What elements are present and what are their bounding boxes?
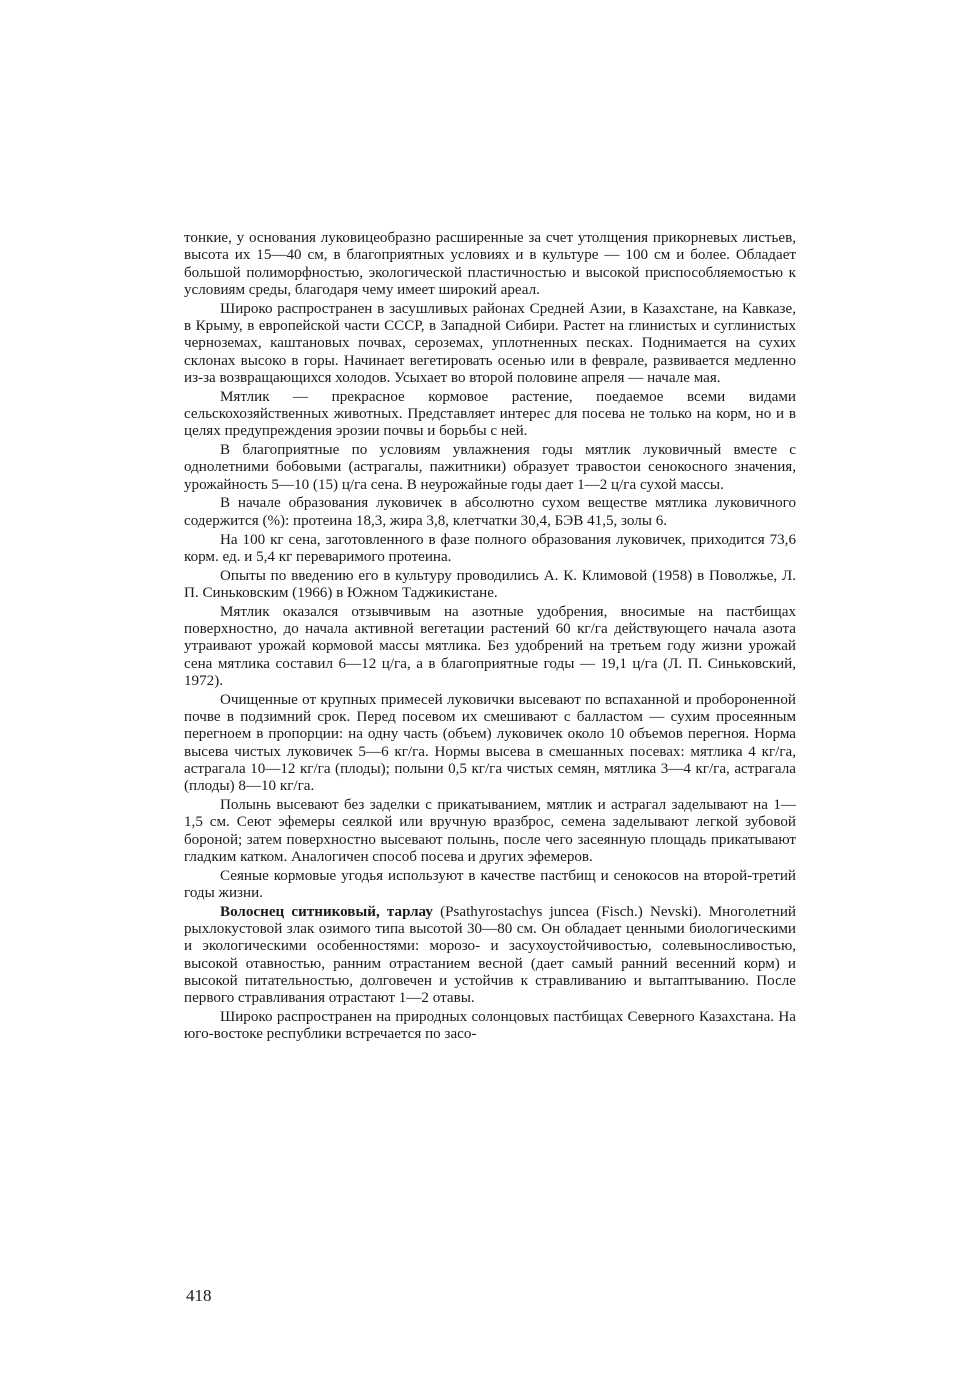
paragraph-5: В начале образования луковичек в абсолютно сухом веществе мятлика луковичного содержится (%): протеина 18,3, жира 3,8, клетчатки 30,4, БЭВ 41,5, золы 6. bbox=[184, 495, 796, 529]
paragraph-9: Очищенные от крупных примесей луковички высевают по вспаханной и пробороненной почве в подзимний срок. Перед посевом их смешивают с балластом — сухим просеянным перегноем в пропорции: на одну часть (объем) луковичек около 10 объемов перегноя. Норма высева чистых луковичек 5—6 кг/га. Нормы высева в смешанных посевах: мятлика 4 кг/га, астрагала 10—12 кг/га (плоды); полыни 0,5 кг/га чистых семян, мятлика 3—4 кг/га, астрагала (плоды) 8—10 кг/га. bbox=[184, 691, 796, 795]
paragraph-11: Сеяные кормовые угодья используют в качестве пастбищ и сенокосов на второй-третий годы жизни. bbox=[184, 867, 796, 901]
paragraph-7: Опыты по введению его в культуру проводились А. К. Климовой (1958) в Поволжье, Л. П. Синьковским (1966) в Южном Таджикистане. bbox=[184, 567, 796, 601]
body-text bbox=[184, 230, 796, 1045]
paragraph-3: Мятлик — прекрасное кормовое растение, поедаемое всеми видами сельскохозяйственных животных. Представляет интерес для посева не только на корм, но и в целях предупреждения эрозии почвы и борьбы с ней. bbox=[184, 388, 796, 440]
page-number: 418 bbox=[186, 1286, 212, 1305]
paragraph-4: В благоприятные по условиям увлажнения годы мятлик луковичный вместе с однолетними бобовыми (астрагалы, пажитники) образует травостои сенокосного значения, урожайность 5—10 (15) ц/га сена. В неурожайные годы дает 1—2 ц/га сухой массы. bbox=[184, 442, 796, 493]
paragraph-2: Широко распространен в засушливых районах Средней Азии, в Казахстане, на Кавказе, в Крыму, в европейской части СССР, в Западной Сибири. Растет на глинистых и суглинистых черноземах, каштановых почвах, сероземах, уплотненных песках. Поднимается на сухих склонах высоко в горы. Начинает вегетировать осенью или в феврале, развивается медленно из-за возвращающихся холодов. Усыхает во второй половине апреля — начале мая. bbox=[184, 300, 796, 386]
paragraph-10: Полынь высевают без заделки с прикатыванием, мятлик и астрагал заделывают на 1—1,5 см. Сеют эфемеры сеялкой или вручную вразброс, семена заделывают легкой зубовой бороной; затем поверхностно высевают полынь, после чего засеянную площадь прикатывают гладким катком. Аналогичен способ посева и других эфемеров. bbox=[184, 797, 796, 865]
species-paragraph bbox=[184, 904, 796, 1008]
species-description: (Psathyrostachys juncea (Fisch.) Nevski). Многолетний рыхлокустовой злак озимого типа высотой 30—80 см. Он обладает ценными биологическими и экологическими особенностями: морозо- и засухоустойчивостью, солевыносливостью, высокой отавностью, ранним отрастанием весной (дает самый ранний весенний корм) и высокой питательностью, долговечен и устойчив к стравливанию и вытаптыванию. После первого стравливания отрастают 1—2 отавы. bbox=[184, 903, 796, 1007]
species-name: Волоснец ситниковый, тарлау bbox=[220, 903, 433, 920]
paragraph-last: Широко распространен на природных солонцовых пастбищах Северного Казахстана. На юго-востоке республики встречается по засо- bbox=[184, 1009, 796, 1043]
paragraph-8: Мятлик оказался отзывчивым на азотные удобрения, вносимые на пастбищах поверхностно, до начала активной вегетации растений 60 кг/га действующего начала азота утраивают урожай кормовой массы мятлика. Без удобрений на третьем году жизни урожай сена мятлика составил 6—12 ц/га, а в благоприятные годы — 19,1 ц/га (Л. П. Синьковский, 1972). bbox=[184, 603, 796, 689]
paragraph-1: тонкие, у основания луковицеобразно расширенные за счет утолщения прикорневых листьев, высота их 15—40 см, в благоприятных условиях и в культуре — 100 см и более. Обладает большой полиморфностью, экологической пластичностью и высокой приспособляемостью к условиям среды, благодаря чему имеет широкий ареал. bbox=[184, 230, 796, 298]
paragraph-6: На 100 кг сена, заготовленного в фазе полного образования луковичек, приходится 73,6 корм. ед. и 5,4 кг переваримого протеина. bbox=[184, 531, 796, 565]
